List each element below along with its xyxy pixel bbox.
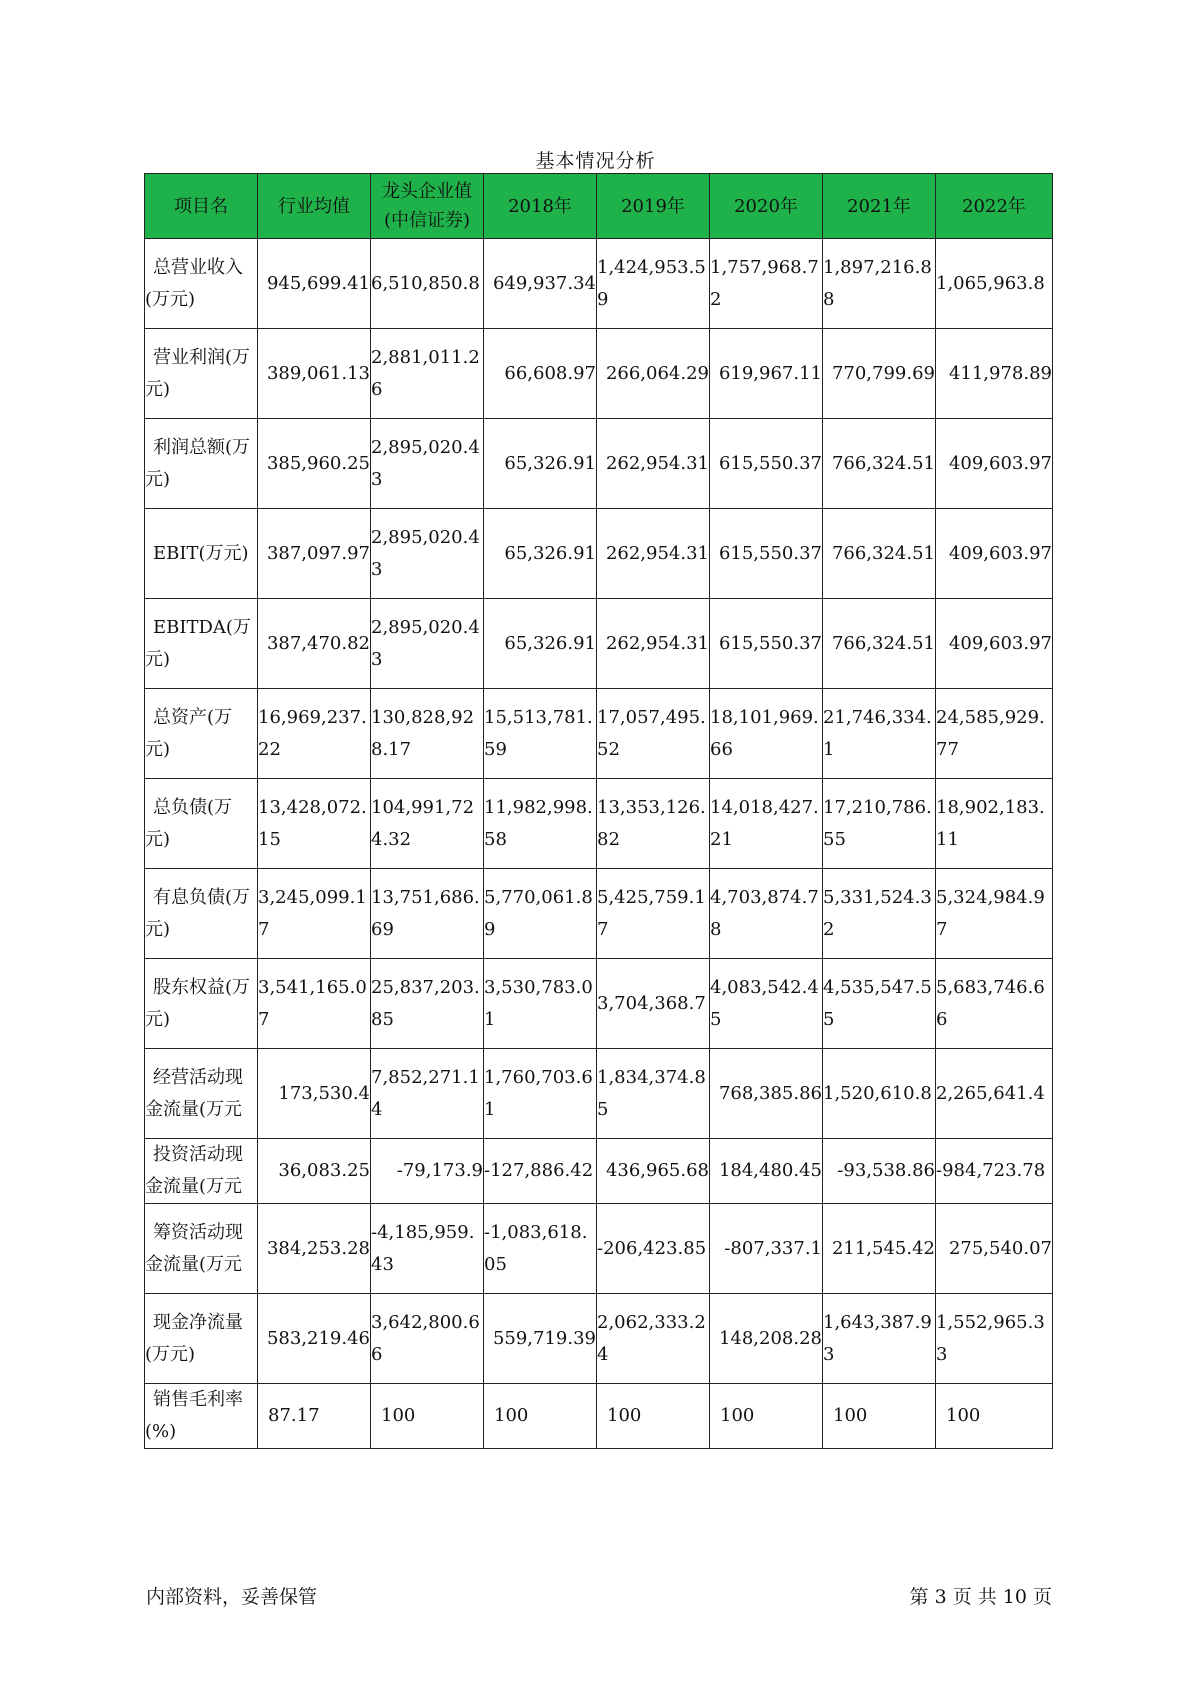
row-label-text: 总营业收入(万元) <box>145 256 243 310</box>
cell-y2019: 2,062,333.24 <box>597 1294 710 1384</box>
row-label-text: 筹资活动现金流量(万元 <box>145 1221 243 1275</box>
cell-y2022: 411,978.89 <box>936 329 1053 419</box>
row-label <box>145 1139 258 1204</box>
cell-y2018: 65,326.91 <box>484 419 597 509</box>
cell-industry: 389,061.13 <box>258 329 371 419</box>
cell-industry: 36,083.25 <box>258 1139 371 1204</box>
cell-y2021: 766,324.51 <box>823 599 936 689</box>
table-row <box>145 1139 1053 1204</box>
table-row <box>145 959 1053 1049</box>
row-label <box>145 1384 258 1449</box>
cell-y2018: 11,982,998.58 <box>484 779 597 869</box>
cell-industry: 87.17 <box>258 1384 371 1449</box>
cell-y2020: 148,208.28 <box>710 1294 823 1384</box>
cell-y2019: 262,954.31 <box>597 509 710 599</box>
cell-y2021: 211,545.42 <box>823 1204 936 1294</box>
row-label-text: EBITDA(万元) <box>145 616 251 670</box>
table-body <box>145 239 1053 1449</box>
row-label-text: 经营活动现金流量(万元 <box>145 1066 243 1120</box>
cell-industry: 387,470.82 <box>258 599 371 689</box>
cell-industry: 583,219.46 <box>258 1294 371 1384</box>
cell-y2019: -206,423.85 <box>597 1204 710 1294</box>
cell-leader: 2,881,011.26 <box>371 329 484 419</box>
header-industry-avg: 行业均值 <box>258 174 371 239</box>
cell-y2020: 619,967.11 <box>710 329 823 419</box>
table-row <box>145 689 1053 779</box>
cell-y2019: 13,353,126.82 <box>597 779 710 869</box>
cell-y2018: -127,886.42 <box>484 1139 597 1204</box>
table-row <box>145 1384 1053 1449</box>
row-label-text: 有息负债(万元) <box>145 886 251 940</box>
header-item: 项目名 <box>145 174 258 239</box>
cell-y2022: 1,065,963.8 <box>936 239 1053 329</box>
row-label <box>145 869 258 959</box>
cell-y2020: 184,480.45 <box>710 1139 823 1204</box>
table-row <box>145 779 1053 869</box>
table-row <box>145 509 1053 599</box>
header-row <box>145 174 1053 239</box>
cell-industry: 384,253.28 <box>258 1204 371 1294</box>
header-2019: 2019年 <box>597 174 710 239</box>
cell-y2022: 18,902,183.11 <box>936 779 1053 869</box>
cell-y2021: 21,746,334.1 <box>823 689 936 779</box>
table-row <box>145 1294 1053 1384</box>
cell-leader: 2,895,020.43 <box>371 599 484 689</box>
row-label-text: 现金净流量(万元) <box>145 1311 243 1365</box>
cell-y2022: 409,603.97 <box>936 599 1053 689</box>
cell-y2018: -1,083,618.05 <box>484 1204 597 1294</box>
cell-leader: 13,751,686.69 <box>371 869 484 959</box>
cell-y2021: 1,643,387.93 <box>823 1294 936 1384</box>
cell-y2021: 4,535,547.55 <box>823 959 936 1049</box>
cell-y2020: 1,757,968.72 <box>710 239 823 329</box>
cell-y2022: 24,585,929.77 <box>936 689 1053 779</box>
header-2020: 2020年 <box>710 174 823 239</box>
cell-y2019: 1,424,953.59 <box>597 239 710 329</box>
cell-leader: 6,510,850.8 <box>371 239 484 329</box>
cell-y2019: 1,834,374.85 <box>597 1049 710 1139</box>
row-label-text: 销售毛利率(%) <box>145 1389 243 1442</box>
cell-y2022: 2,265,641.4 <box>936 1049 1053 1139</box>
row-label-text: 利润总额(万元) <box>145 436 251 490</box>
cell-industry: 387,097.97 <box>258 509 371 599</box>
cell-y2019: 262,954.31 <box>597 419 710 509</box>
cell-y2018: 5,770,061.89 <box>484 869 597 959</box>
table-row <box>145 599 1053 689</box>
row-label <box>145 959 258 1049</box>
footer-page-number: 第 3 页 共 10 页 <box>909 1586 1052 1608</box>
row-label <box>145 779 258 869</box>
cell-y2019: 17,057,495.52 <box>597 689 710 779</box>
cell-industry: 3,245,099.17 <box>258 869 371 959</box>
cell-y2021: 766,324.51 <box>823 509 936 599</box>
cell-y2022: 100 <box>936 1384 1053 1449</box>
cell-y2021: 766,324.51 <box>823 419 936 509</box>
table-row <box>145 419 1053 509</box>
cell-y2020: 4,083,542.45 <box>710 959 823 1049</box>
cell-y2022: 409,603.97 <box>936 419 1053 509</box>
cell-leader: 25,837,203.85 <box>371 959 484 1049</box>
header-2021: 2021年 <box>823 174 936 239</box>
row-label <box>145 1204 258 1294</box>
cell-y2019: 3,704,368.7 <box>597 959 710 1049</box>
cell-y2018: 559,719.39 <box>484 1294 597 1384</box>
row-label-text: 股东权益(万元) <box>145 976 251 1030</box>
cell-leader: -79,173.9 <box>371 1139 484 1204</box>
cell-leader: -4,185,959.43 <box>371 1204 484 1294</box>
cell-y2019: 5,425,759.17 <box>597 869 710 959</box>
cell-leader: 3,642,800.66 <box>371 1294 484 1384</box>
cell-y2020: -807,337.1 <box>710 1204 823 1294</box>
cell-y2020: 100 <box>710 1384 823 1449</box>
row-label-text: EBIT(万元) <box>153 542 249 564</box>
cell-industry: 173,530.4 <box>258 1049 371 1139</box>
cell-y2021: -93,538.86 <box>823 1139 936 1204</box>
cell-y2021: 770,799.69 <box>823 329 936 419</box>
row-label-text: 营业利润(万元) <box>145 346 251 400</box>
cell-y2018: 3,530,783.01 <box>484 959 597 1049</box>
header-2018: 2018年 <box>484 174 597 239</box>
row-label <box>145 1049 258 1139</box>
cell-y2021: 17,210,786.55 <box>823 779 936 869</box>
cell-y2018: 1,760,703.61 <box>484 1049 597 1139</box>
table-row <box>145 1049 1053 1139</box>
row-label <box>145 419 258 509</box>
row-label <box>145 599 258 689</box>
cell-y2020: 4,703,874.78 <box>710 869 823 959</box>
cell-y2022: -984,723.78 <box>936 1139 1053 1204</box>
cell-y2022: 5,683,746.66 <box>936 959 1053 1049</box>
cell-industry: 3,541,165.07 <box>258 959 371 1049</box>
cell-y2022: 275,540.07 <box>936 1204 1053 1294</box>
cell-leader: 7,852,271.14 <box>371 1049 484 1139</box>
cell-y2020: 615,550.37 <box>710 509 823 599</box>
cell-y2020: 615,550.37 <box>710 599 823 689</box>
header-leader: 龙头企业值(中信证券) <box>371 174 484 239</box>
cell-industry: 945,699.41 <box>258 239 371 329</box>
cell-y2018: 65,326.91 <box>484 599 597 689</box>
row-label <box>145 239 258 329</box>
cell-y2021: 1,897,216.88 <box>823 239 936 329</box>
cell-y2018: 649,937.34 <box>484 239 597 329</box>
cell-leader: 104,991,724.32 <box>371 779 484 869</box>
cell-y2019: 100 <box>597 1384 710 1449</box>
footer-confidential: 内部资料，妥善保管 <box>146 1586 318 1608</box>
cell-industry: 13,428,072.15 <box>258 779 371 869</box>
cell-y2019: 266,064.29 <box>597 329 710 419</box>
cell-y2018: 100 <box>484 1384 597 1449</box>
cell-y2018: 66,608.97 <box>484 329 597 419</box>
cell-y2018: 15,513,781.59 <box>484 689 597 779</box>
cell-y2020: 14,018,427.21 <box>710 779 823 869</box>
cell-y2019: 262,954.31 <box>597 599 710 689</box>
cell-y2021: 5,331,524.32 <box>823 869 936 959</box>
row-label <box>145 689 258 779</box>
basic-analysis-table <box>144 173 1053 1449</box>
row-label <box>145 329 258 419</box>
row-label-text: 总资产(万元) <box>145 706 233 760</box>
cell-y2022: 409,603.97 <box>936 509 1053 599</box>
cell-y2020: 615,550.37 <box>710 419 823 509</box>
table-row <box>145 239 1053 329</box>
table-row <box>145 869 1053 959</box>
header-2022: 2022年 <box>936 174 1053 239</box>
cell-y2020: 768,385.86 <box>710 1049 823 1139</box>
cell-leader: 130,828,928.17 <box>371 689 484 779</box>
row-label <box>145 509 258 599</box>
cell-y2022: 5,324,984.97 <box>936 869 1053 959</box>
page-title: 基本情况分析 <box>535 150 656 172</box>
cell-y2021: 1,520,610.8 <box>823 1049 936 1139</box>
cell-leader: 2,895,020.43 <box>371 509 484 599</box>
cell-industry: 385,960.25 <box>258 419 371 509</box>
cell-y2022: 1,552,965.33 <box>936 1294 1053 1384</box>
cell-industry: 16,969,237.22 <box>258 689 371 779</box>
cell-y2019: 436,965.68 <box>597 1139 710 1204</box>
cell-leader: 100 <box>371 1384 484 1449</box>
cell-y2020: 18,101,969.66 <box>710 689 823 779</box>
row-label-text: 投资活动现金流量(万元 <box>145 1144 243 1197</box>
cell-y2018: 65,326.91 <box>484 509 597 599</box>
table-row <box>145 329 1053 419</box>
table-row <box>145 1204 1053 1294</box>
row-label-text: 总负债(万元) <box>145 796 233 850</box>
cell-leader: 2,895,020.43 <box>371 419 484 509</box>
row-label <box>145 1294 258 1384</box>
cell-y2021: 100 <box>823 1384 936 1449</box>
